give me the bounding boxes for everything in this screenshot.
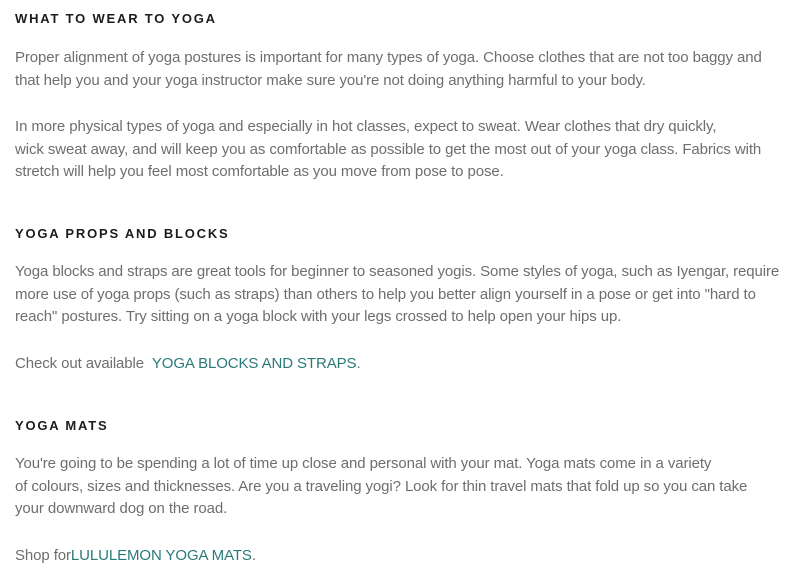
paragraph-sweat: [15, 116, 785, 184]
paragraph-line: of colours, sizes and thicknesses. Are you a traveling yogi? Look for thin travel mats that fold up so you can take: [15, 477, 748, 495]
cta-blocks-straps: [15, 353, 785, 376]
paragraph-line: Yoga blocks and straps are great tools for beginner to seasoned yogis. Some styles of yoga, such as Iyengar, require: [15, 263, 780, 280]
cta-line: [15, 353, 785, 376]
yoga-blocks-straps-link[interactable]: YOGA BLOCKS AND STRAPS: [151, 355, 357, 372]
paragraph-line: your downward dog on the road.: [15, 500, 228, 517]
cta-prefix: Check out available: [15, 355, 145, 372]
paragraph-alignment: [15, 47, 785, 92]
paragraph-line: more use of yoga props (such as straps) than others to help you better align yourself in a pose or get into "hard to: [15, 285, 756, 303]
cta-prefix: Shop for: [15, 547, 71, 564]
paragraph-line: In more physical types of yoga and especially in hot classes, expect to sweat. Wear clothes that dry quickly,: [15, 118, 717, 135]
paragraph-line: You're going to be spending a lot of time up close and personal with your mat. Yoga mats come in a variety: [15, 455, 712, 472]
section-title-what-to-wear: WHAT TO WEAR TO YOGA: [15, 11, 217, 26]
cta-line: [15, 545, 785, 568]
cta-suffix: .: [356, 355, 361, 372]
paragraph-props: [15, 261, 785, 329]
paragraph-line: stretch will help you feel most comfortable as you move from pose to pose.: [15, 163, 504, 180]
cta-yoga-mats: [15, 545, 785, 568]
paragraph-line: that help you and your yoga instructor make sure you're not doing anything harmful to your body.: [15, 71, 646, 89]
paragraph-line: reach" postures. Try sitting on a yoga block with your legs crossed to help open your hips up.: [15, 308, 622, 325]
lululemon-yoga-mats-link[interactable]: LULULEMON YOGA MATS: [70, 547, 252, 564]
paragraph-mats: [15, 453, 785, 521]
section-title-yoga-mats: YOGA MATS: [15, 418, 109, 433]
paragraph-line: Proper alignment of yoga postures is important for many types of yoga. Choose clothes that are not too baggy and: [15, 49, 762, 66]
paragraph-line: wick sweat away, and will keep you as comfortable as possible to get the most out of your yoga class. Fabrics with: [15, 140, 762, 158]
cta-suffix: .: [251, 547, 256, 564]
section-title-props-blocks: YOGA PROPS AND BLOCKS: [15, 226, 230, 241]
